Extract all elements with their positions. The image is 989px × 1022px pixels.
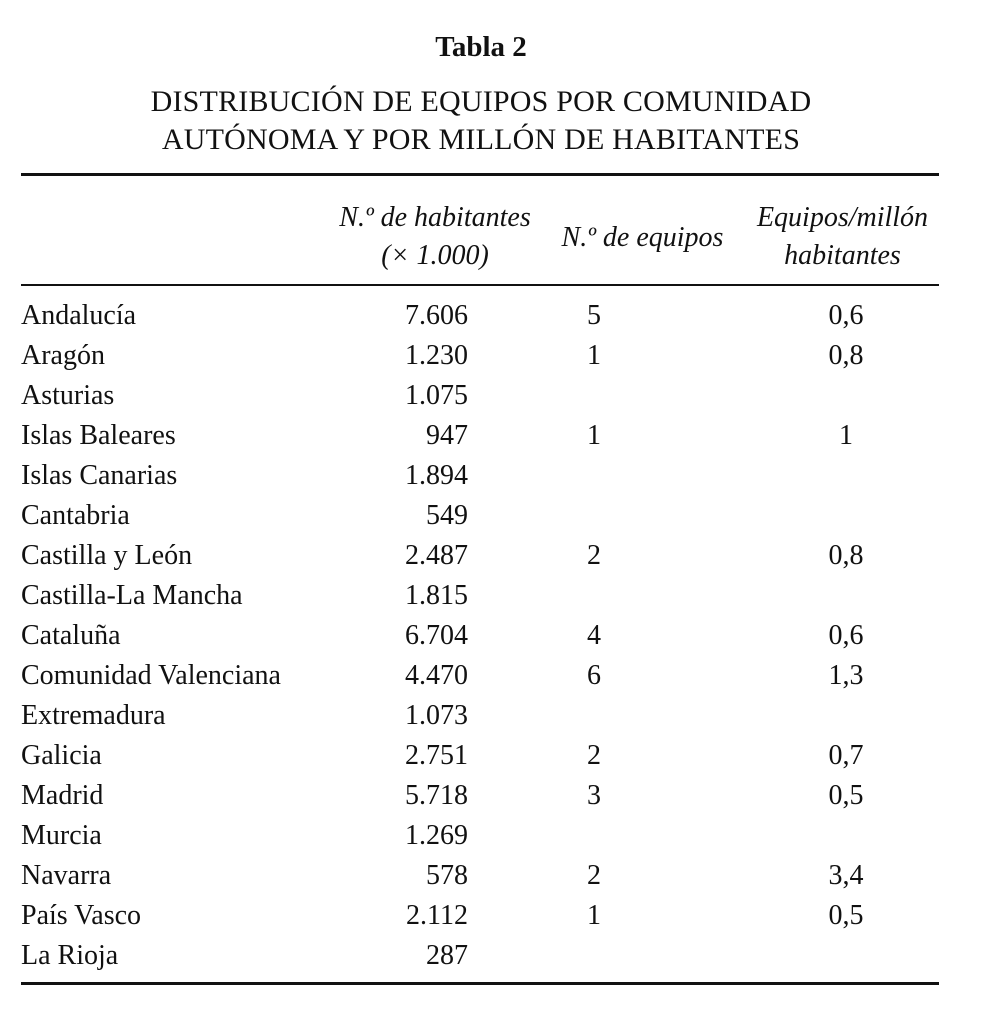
header-habitantes — [320, 199, 550, 275]
row-name: Cantabria — [21, 500, 130, 531]
table-caption-title — [0, 83, 962, 159]
table-row — [21, 856, 939, 896]
row-name: Aragón — [21, 340, 105, 371]
row-name: Andalucía — [21, 300, 137, 331]
row-habitantes: 1.894 — [405, 460, 468, 491]
row-name: Comunidad Valenciana — [21, 660, 281, 691]
row-name: Asturias — [21, 380, 115, 411]
row-per-million: 3,4 — [828, 860, 864, 891]
row-per-million: 1 — [839, 420, 853, 451]
row-habitantes: 4.470 — [405, 660, 468, 691]
table-row — [21, 936, 939, 976]
header-rule — [21, 284, 939, 286]
table-row — [21, 576, 939, 616]
table-caption-number: Tabla 2 — [435, 31, 527, 63]
table-row — [21, 336, 939, 376]
row-habitantes: 5.718 — [405, 780, 468, 811]
table-row — [21, 736, 939, 776]
row-per-million: 0,6 — [828, 300, 864, 331]
row-equipos: 4 — [587, 620, 601, 651]
row-per-million: 0,8 — [828, 540, 864, 571]
bottom-rule — [21, 982, 939, 985]
table-row — [21, 896, 939, 936]
table-title-line-2: AUTÓNOMA Y POR MILLÓN DE HABITANTES — [161, 123, 801, 156]
row-name: Extremadura — [21, 700, 166, 731]
row-habitantes: 6.704 — [405, 620, 468, 651]
table-row — [21, 656, 939, 696]
row-per-million: 1,3 — [828, 660, 864, 691]
row-equipos: 3 — [587, 780, 601, 811]
table-row — [21, 296, 939, 336]
table-row — [21, 376, 939, 416]
header-habitantes-line-1: N.º de habitantes — [339, 202, 531, 233]
table-row — [21, 816, 939, 856]
table-row — [21, 696, 939, 736]
table-body — [21, 296, 939, 976]
header-equipos: N.º de equipos — [561, 222, 724, 253]
row-name: Madrid — [21, 780, 104, 811]
row-habitantes: 2.112 — [406, 900, 468, 931]
row-habitantes: 1.269 — [405, 820, 468, 851]
header-per-million — [735, 199, 950, 275]
row-habitantes: 549 — [426, 500, 468, 531]
row-per-million: 0,5 — [828, 780, 864, 811]
table-row — [21, 416, 939, 456]
row-name: Navarra — [21, 860, 112, 891]
row-habitantes: 2.751 — [405, 740, 468, 771]
header-per-million-line-1: Equipos/millón — [756, 202, 929, 233]
header-habitantes-line-2: (× 1.000) — [381, 240, 489, 271]
row-name: Castilla-La Mancha — [21, 580, 243, 611]
table-title-line-1: DISTRIBUCIÓN DE EQUIPOS POR COMUNIDAD — [150, 85, 812, 118]
row-per-million: 0,8 — [828, 340, 864, 371]
row-habitantes: 1.230 — [405, 340, 468, 371]
table-row — [21, 616, 939, 656]
row-name: País Vasco — [21, 900, 142, 931]
table-row — [21, 456, 939, 496]
row-equipos: 2 — [587, 540, 601, 571]
row-name: Islas Canarias — [21, 460, 178, 491]
row-equipos: 1 — [587, 900, 601, 931]
row-name: Galicia — [21, 740, 102, 771]
row-name: Cataluña — [21, 620, 121, 651]
row-habitantes: 947 — [426, 420, 468, 451]
row-name: La Rioja — [21, 940, 119, 971]
row-habitantes: 1.073 — [405, 700, 468, 731]
row-equipos: 2 — [587, 740, 601, 771]
row-habitantes: 7.606 — [405, 300, 468, 331]
header-per-million-line-2: habitantes — [784, 240, 901, 271]
row-habitantes: 287 — [426, 940, 468, 971]
row-equipos: 6 — [587, 660, 601, 691]
row-habitantes: 1.815 — [405, 580, 468, 611]
row-habitantes: 578 — [426, 860, 468, 891]
table-row — [21, 776, 939, 816]
top-rule — [21, 173, 939, 176]
row-equipos: 1 — [587, 420, 601, 451]
row-equipos: 2 — [587, 860, 601, 891]
row-per-million: 0,7 — [828, 740, 864, 771]
row-habitantes: 1.075 — [405, 380, 468, 411]
table-row — [21, 496, 939, 536]
row-name: Islas Baleares — [21, 420, 176, 451]
row-per-million: 0,6 — [828, 620, 864, 651]
row-per-million: 0,5 — [828, 900, 864, 931]
table-row — [21, 536, 939, 576]
row-name: Castilla y León — [21, 540, 193, 571]
row-habitantes: 2.487 — [405, 540, 468, 571]
row-equipos: 1 — [587, 340, 601, 371]
row-equipos: 5 — [587, 300, 601, 331]
row-name: Murcia — [21, 820, 102, 851]
